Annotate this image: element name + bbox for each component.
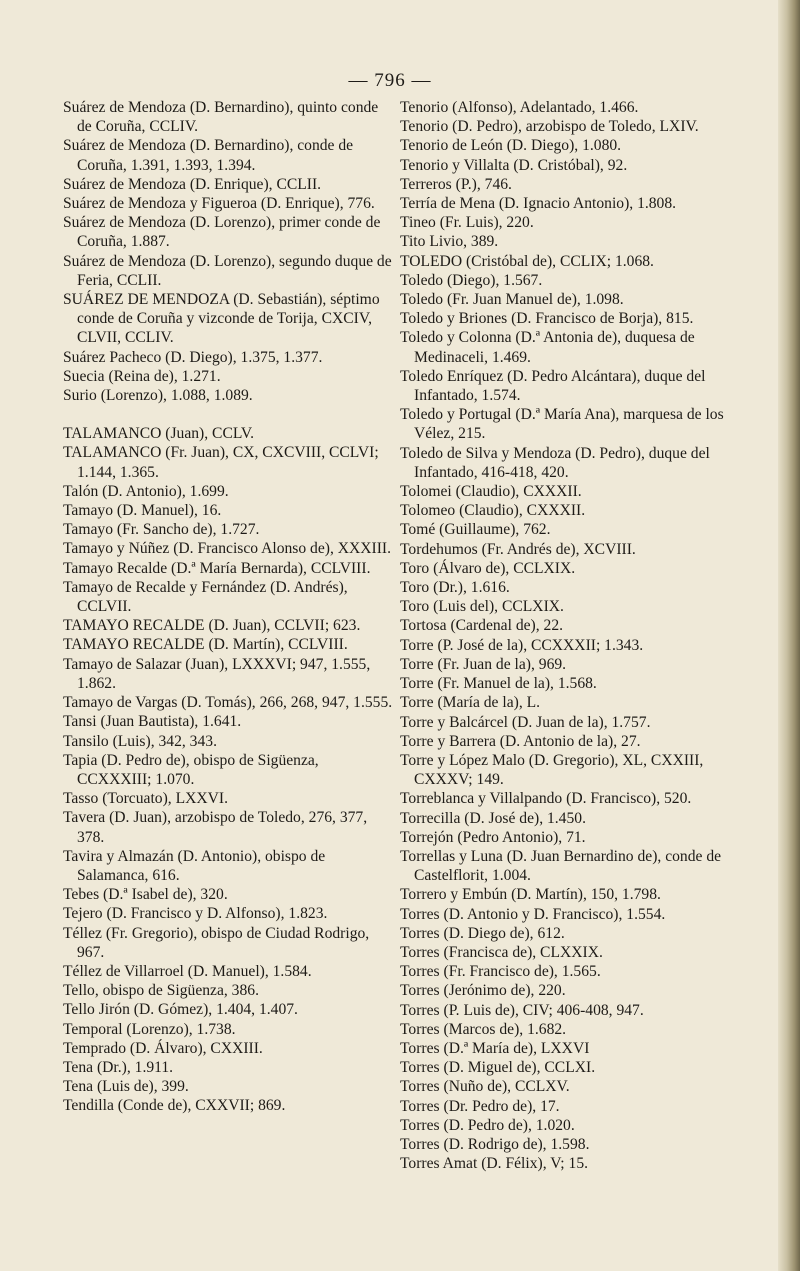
index-entry: Surio (Lorenzo), 1.088, 1.089. (63, 387, 253, 405)
index-entry: Toledo (Fr. Juan Manuel de), 1.098. (400, 291, 624, 309)
index-entry: Toledo y Briones (D. Francisco de Borja), 815. (400, 310, 694, 328)
index-entry: Tenorio de León (D. Diego), 1.080. (400, 137, 622, 155)
index-entry: Torres (D. Pedro de), 1.020. (400, 1116, 575, 1134)
index-entry: Torres (P. Luis de), CIV; 406-408, 947. (400, 1001, 644, 1019)
index-entry: Tamayo y Núñez (D. Francisco Alonso de), XXXIII. (63, 540, 392, 558)
index-entry: Tamayo de Salazar (Juan), LXXXVI; 947, 1.555, 1.862. (63, 655, 371, 692)
index-entry: Tasso (Torcuato), LXXVI. (63, 790, 228, 808)
index-entry: Suecia (Reina de), 1.271. (63, 367, 221, 385)
index-entry: Tansilo (Luis), 342, 343. (63, 732, 217, 750)
index-entry: Tavera (D. Juan), arzobispo de Toledo, 276, 377, 378. (63, 809, 368, 846)
index-entry: Torre y Balcárcel (D. Juan de la), 1.757. (400, 713, 651, 731)
index-entry: Torre (María de la), L. (400, 694, 541, 712)
index-entry: Torrellas y Luna (D. Juan Bernardino de), conde de Castelflorit, 1.004. (400, 847, 722, 885)
index-entry: Terría de Mena (D. Ignacio Antonio), 1.808. (400, 195, 677, 213)
index-column-right (400, 98, 730, 1173)
index-entry: Terreros (P.), 746. (400, 175, 512, 193)
index-entry: Torreblanca y Villalpando (D. Francisco), 520. (400, 790, 692, 808)
index-entry: Toro (Álvaro de), CCLXIX. (400, 559, 576, 577)
index-entry: Tenorio (D. Pedro), arzobispo de Toledo, LXIV. (400, 118, 699, 136)
index-entry: Torres (Nuño de), CCLXV. (400, 1078, 570, 1096)
index-entry: Tenorio (Alfonso), Adelantado, 1.466. (400, 99, 639, 116)
index-entry: Tebes (D.ª Isabel de), 320. (63, 886, 228, 904)
index-entry: Toro (Dr.), 1.616. (400, 579, 510, 597)
index-entry: TAMAYO RECALDE (D. Martín), CCLVIII. (63, 636, 348, 654)
index-entry: Toledo y Colonna (D.ª Antonia de), duquesa de Medinaceli, 1.469. (400, 329, 695, 366)
index-entry: Torrecilla (D. José de), 1.450. (400, 809, 586, 827)
index-entry: Torres (D. Miguel de), CCLXI. (400, 1059, 596, 1077)
index-entry: Tolomei (Claudio), CXXXII. (400, 483, 582, 501)
index-entry: Toledo Enríquez (D. Pedro Alcántara), duque del Infantado, 1.574. (400, 367, 706, 405)
index-entry: Tapia (D. Pedro de), obispo de Sigüenza, CCXXXIII; 1.070. (63, 751, 319, 788)
index-entry: Tamayo de Recalde y Fernández (D. Andrés), CCLVII. (63, 578, 348, 616)
index-entry: Torre (P. José de la), CCXXXII; 1.343. (400, 636, 644, 654)
index-entry: Téllez (Fr. Gregorio), obispo de Ciudad Rodrigo, 967. (63, 924, 370, 961)
index-entry: Tito Livio, 389. (400, 233, 499, 251)
index-entry: Tortosa (Cardenal de), 22. (400, 617, 564, 635)
index-entry: Torres (D. Rodrigo de), 1.598. (400, 1135, 590, 1153)
index-entry: Tavira y Almazán (D. Antonio), obispo de Salamanca, 616. (63, 847, 326, 884)
index-entry: SUÁREZ DE MENDOZA (D. Sebastián), séptimo conde de Coruña y vizconde de Torija, CXCIV, CLVII, CCLIV. (63, 291, 380, 347)
index-entry: Tamayo de Vargas (D. Tomás), 266, 268, 947, 1.555. (63, 694, 393, 712)
index-entry: Suárez de Mendoza (D. Lorenzo), segundo duque de Feria, CCLII. (63, 252, 392, 289)
index-entry: Suárez Pacheco (D. Diego), 1.375, 1.377. (63, 348, 323, 366)
index-entry: Torres (Francisca de), CLXXIX. (400, 943, 603, 961)
index-entry: Tejero (D. Francisco y D. Alfonso), 1.823. (63, 905, 328, 923)
index-entry: Toledo y Portugal (D.ª María Ana), marquesa de los Vélez, 215. (400, 406, 724, 443)
index-entry: Téllez de Villarroel (D. Manuel), 1.584. (63, 962, 312, 980)
index-entry: Tamayo (Fr. Sancho de), 1.727. (63, 521, 260, 539)
index-entry: Torrejón (Pedro Antonio), 71. (400, 828, 586, 846)
index-entry: TAMAYO RECALDE (D. Juan), CCLVII; 623. (63, 617, 361, 635)
index-entry: TALAMANCO (Fr. Juan), CX, CXCVIII, CCLVI; 1.144, 1.365. (63, 444, 379, 481)
index-entry: Suárez de Mendoza (D. Lorenzo), primer conde de Coruña, 1.887. (63, 214, 381, 251)
page-edge-shadow (778, 0, 800, 1271)
index-entry: Toledo de Silva y Mendoza (D. Pedro), duque del Infantado, 416-418, 420. (400, 444, 710, 481)
index-entry: Torre (Fr. Manuel de la), 1.568. (400, 675, 597, 693)
index-entry: Torres (Marcos de), 1.682. (400, 1020, 567, 1038)
index-entry: TOLEDO (Cristóbal de), CCLIX; 1.068. (400, 252, 654, 270)
index-entry: Tenorio y Villalta (D. Cristóbal), 92. (400, 156, 628, 174)
index-entry: TALAMANCO (Juan), CCLV. (63, 425, 255, 443)
index-entry: Torrero y Embún (D. Martín), 150, 1.798. (400, 886, 661, 904)
index-entry: Suárez de Mendoza (D. Enrique), CCLII. (63, 175, 322, 193)
index-entry: Tena (Luis de), 399. (63, 1078, 189, 1096)
index-entry: Toledo (Diego), 1.567. (400, 271, 543, 289)
index-entry: Tomé (Guillaume), 762. (400, 521, 551, 539)
index-entry: Temporal (Lorenzo), 1.738. (63, 1020, 236, 1038)
page-number: — 796 — (348, 70, 432, 91)
index-entry: Suárez de Mendoza (D. Bernardino), quinto conde de Coruña, CCLIV. (63, 99, 379, 136)
index-entry: Torre (Fr. Juan de la), 969. (400, 655, 567, 673)
index-entry: Torres (D.ª María de), LXXVI (400, 1039, 590, 1057)
index-entry: Suárez de Mendoza y Figueroa (D. Enrique), 776. (63, 195, 375, 213)
index-entry: Torres Amat (D. Félix), V; 15. (400, 1155, 589, 1173)
index-entry: Talón (D. Antonio), 1.699. (63, 482, 229, 500)
index-entry: Temprado (D. Álvaro), CXXIII. (63, 1039, 263, 1057)
index-entry: Tello Jirón (D. Gómez), 1.404, 1.407. (63, 1001, 298, 1019)
index-entry: Tendilla (Conde de), CXXVII; 869. (63, 1097, 286, 1115)
index-entry: Torres (Jerónimo de), 220. (400, 982, 566, 1000)
index-entry: Torres (D. Diego de), 612. (400, 924, 565, 942)
index-entry: Tamayo (D. Manuel), 16. (63, 502, 222, 520)
index-entry: Torres (D. Antonio y D. Francisco), 1.554. (400, 905, 666, 923)
index-entry: Tena (Dr.), 1.911. (63, 1058, 174, 1076)
index-entry: Tineo (Fr. Luis), 220. (400, 214, 534, 232)
index-entry: Torre y Barrera (D. Antonio de la), 27. (400, 732, 641, 750)
index-entry: Tamayo Recalde (D.ª María Bernarda), CCLVIII. (63, 559, 371, 577)
index-entry: Toro (Luis del), CCLXIX. (400, 598, 564, 616)
index-column-left (63, 98, 393, 1116)
index-entry: Tansi (Juan Bautista), 1.641. (63, 713, 242, 731)
index-entry: Torres (Fr. Francisco de), 1.565. (400, 963, 601, 981)
index-entry: Suárez de Mendoza (D. Bernardino), conde de Coruña, 1.391, 1.393, 1.394. (63, 137, 354, 174)
index-entry: Tolomeo (Claudio), CXXXII. (400, 502, 586, 520)
index-entry: Tordehumos (Fr. Andrés de), XCVIII. (400, 540, 636, 558)
index-entry: Torres (Dr. Pedro de), 17. (400, 1097, 560, 1115)
index-entry: Tello, obispo de Sigüenza, 386. (63, 982, 259, 1000)
index-entry: Torre y López Malo (D. Gregorio), XL, CXXIII, CXXXV; 149. (400, 751, 704, 789)
